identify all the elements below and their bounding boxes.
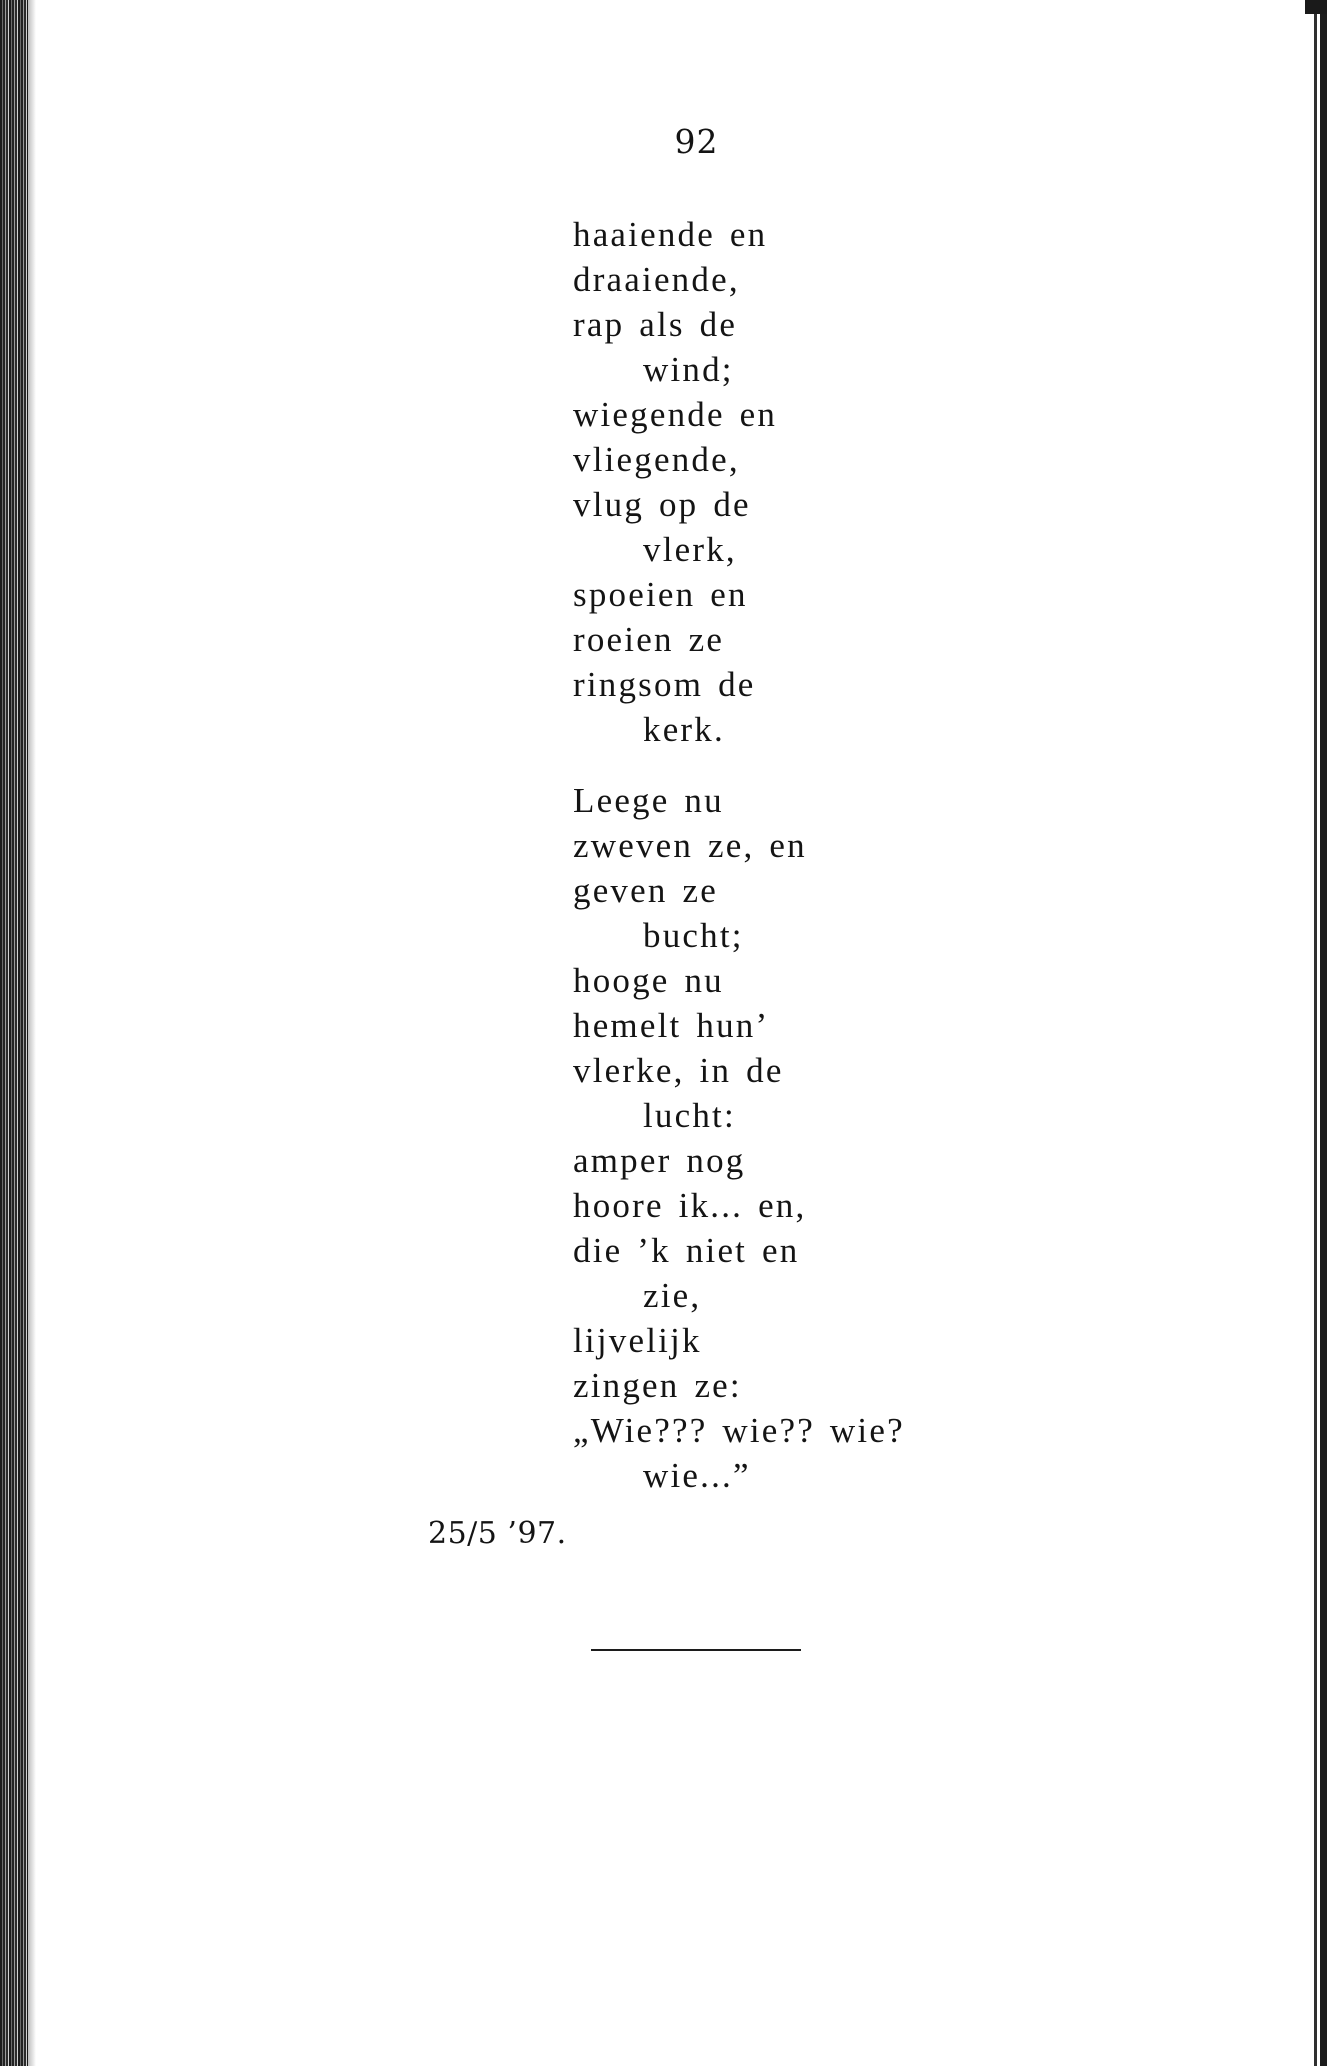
poem-line: hooge nu: [573, 961, 724, 1000]
poem-line: hoore ik... en,: [573, 1186, 807, 1225]
page-corner-mark: [1305, 0, 1327, 14]
poem-line: hemelt hun’: [573, 1006, 770, 1045]
poem-line: wiegende en: [573, 395, 778, 434]
poem-line: spoeien en: [573, 575, 748, 614]
poem-line-indented: vlerk,: [643, 530, 737, 569]
poem-line: geven ze: [573, 871, 718, 910]
poem-line: haaiende en: [573, 215, 768, 254]
poem-line: ringsom de: [573, 665, 756, 704]
stanza-1: [573, 212, 905, 752]
poem-line: die ’k niet en: [573, 1231, 800, 1270]
poem-line-indented: kerk.: [643, 710, 725, 749]
poem-line: zweven ze, en: [573, 826, 807, 865]
page-right-edge: [1311, 0, 1327, 2066]
poem-line: vlerke, in de: [573, 1051, 784, 1090]
poem-line: „Wie??? wie?? wie?: [573, 1411, 905, 1450]
poem-line-indented: wie...”: [643, 1456, 751, 1495]
poem-line-indented: wind;: [643, 350, 734, 389]
poem-line-indented: zie,: [643, 1276, 702, 1315]
binding-shadow: [28, 0, 36, 2066]
poem-line: lijvelijk: [573, 1321, 702, 1360]
stanza-break: [573, 752, 905, 778]
poem-line-indented: bucht;: [643, 916, 744, 955]
poem-line: draaiende,: [573, 260, 740, 299]
poem: [573, 212, 905, 1498]
poem-line: roeien ze: [573, 620, 725, 659]
poem-line: rap als de: [573, 305, 738, 344]
poem-line: zingen ze:: [573, 1366, 742, 1405]
poem-line: Leege nu: [573, 781, 724, 820]
section-divider: [591, 1649, 801, 1651]
book-binding-edge: [0, 0, 28, 2066]
stanza-2: [573, 778, 905, 1498]
poem-line: vliegende,: [573, 440, 740, 479]
poem-line: vlug op de: [573, 485, 751, 524]
poem-line-indented: lucht:: [643, 1096, 736, 1135]
page-number: 92: [674, 122, 719, 161]
poem-line: amper nog: [573, 1141, 746, 1180]
poem-date: 25/5 ’97.: [428, 1516, 567, 1551]
